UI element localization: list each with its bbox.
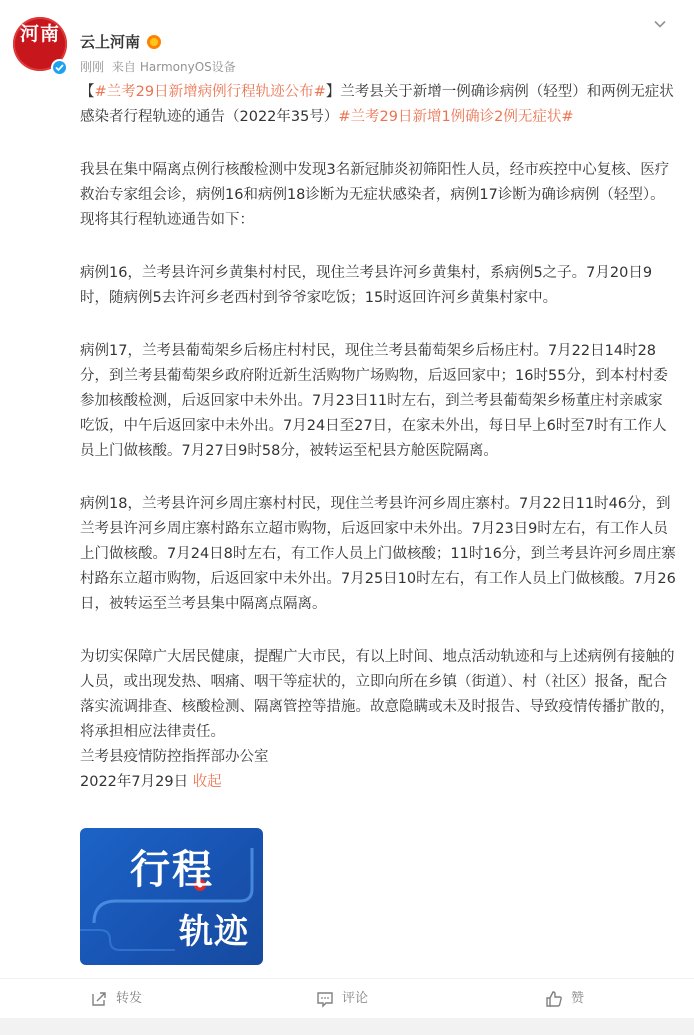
image-text-line1: 行程 bbox=[130, 847, 214, 893]
repost-button[interactable] bbox=[90, 989, 160, 1009]
post-title bbox=[80, 80, 676, 130]
repost-label: 转发 bbox=[116, 991, 143, 1006]
title-text: 兰考县关于新增一例确诊病例（轻型）和两例无症状感染者行程轨迹的通告（2022年35号） bbox=[80, 84, 674, 125]
comment-button[interactable] bbox=[316, 989, 386, 1009]
avatar-logo-text: 河南 bbox=[19, 23, 60, 45]
topic-link[interactable]: #兰考29日新增病例行程轨迹公布# bbox=[94, 84, 326, 100]
post-content bbox=[80, 80, 676, 795]
date-line bbox=[80, 770, 676, 795]
post-source-prefix: 来自 bbox=[111, 60, 136, 74]
like-label: 赞 bbox=[571, 991, 585, 1006]
image-text-line2: 轨迹 bbox=[179, 912, 249, 952]
paragraph-notice: 为切实保障广大居民健康，提醒广大市民，有以上时间、地点活动轨迹和与上述病例有接触的人员，或出现发热、咽痛、咽干等症状的，立即向所在乡镇（街道）、村（社区）报备，配合落实流调排查、核酸检测、隔离管控等措施。故意隐瞒或未及时报告、导致疫情传播扩散的，将承担相应法律责任。 bbox=[80, 649, 675, 740]
verified-badge-icon bbox=[51, 59, 68, 76]
comment-icon bbox=[316, 990, 334, 1008]
comment-label: 评论 bbox=[342, 991, 369, 1006]
collapse-link[interactable]: 收起 bbox=[192, 774, 222, 790]
chevron-down-icon[interactable] bbox=[652, 16, 668, 32]
title-bracket-close: 】 bbox=[325, 84, 341, 100]
title-bracket-open: 【 bbox=[80, 84, 95, 100]
action-bar bbox=[0, 978, 694, 1019]
post-source: HarmonyOS设备 bbox=[139, 60, 236, 74]
signature: 兰考县疫情防控指挥部办公室 bbox=[80, 749, 269, 765]
post-meta bbox=[80, 59, 240, 75]
post-image[interactable] bbox=[80, 828, 263, 965]
repost-icon bbox=[90, 990, 108, 1008]
topic-link-2[interactable]: #兰考29日新增1例确诊2例无症状# bbox=[338, 109, 574, 125]
paragraph-case-16: 病例16，兰考县许河乡黄集村村民，现住兰考县许河乡黄集村，系病例5之子。7月20日9时，随病例5去许河乡老西村到爷爷家吃饭；15时返回许河乡黄集村家中。 bbox=[80, 265, 653, 306]
post-date: 2022年7月29日 bbox=[80, 774, 189, 790]
vip-badge-icon bbox=[147, 35, 161, 49]
post-time[interactable]: 刚刚 bbox=[80, 60, 105, 74]
paragraph-case-17: 病例17，兰考县葡萄架乡后杨庄村村民，现住兰考县葡萄架乡后杨庄村。7月22日14时28分，到兰考县葡萄架乡政府附近新生活购物广场购物，后返回家中；16时55分，到本村村委参加核酸检测，后返回家中未外出。7月23日11时左右，到兰考县葡萄架乡杨董庄村亲戚家吃饭，中午后返回家中未外出。7月24日至27日，在家未外出，每日早上6时至7时有工作人员上门做核酸。7月27日9时58分，被转运至杞县方舱医院隔离。 bbox=[80, 343, 668, 459]
author-name[interactable]: 云上河南 bbox=[80, 33, 141, 51]
like-button[interactable] bbox=[545, 989, 605, 1009]
post-header bbox=[0, 0, 694, 80]
paragraph-case-18: 病例18，兰考县许河乡周庄寨村村民，现住兰考县许河乡周庄寨村。7月22日11时46分，到兰考县许河乡周庄寨村路东立超市购物，后返回家中未外出。7月23日9时左右，有工作人员上门做核酸。7月24日8时左右，有工作人员上门做核酸；11时16分，到兰考县许河乡周庄寨村路东立超市购物，后返回家中未外出。7月25日10时左右，有工作人员上门做核酸。7月26日，被转运至兰考县集中隔离点隔离。 bbox=[80, 496, 676, 612]
page-divider bbox=[0, 1018, 694, 1035]
thumbs-up-icon bbox=[545, 990, 563, 1008]
paragraph-intro: 我县在集中隔离点例行核酸检测中发现3名新冠肺炎初筛阳性人员，经市疾控中心复核、医疗救治专家组会诊，病例16和病例18诊断为无症状感染者，病例17诊断为确诊病例（轻型）。现将其行程轨迹通告如下： bbox=[80, 162, 670, 228]
